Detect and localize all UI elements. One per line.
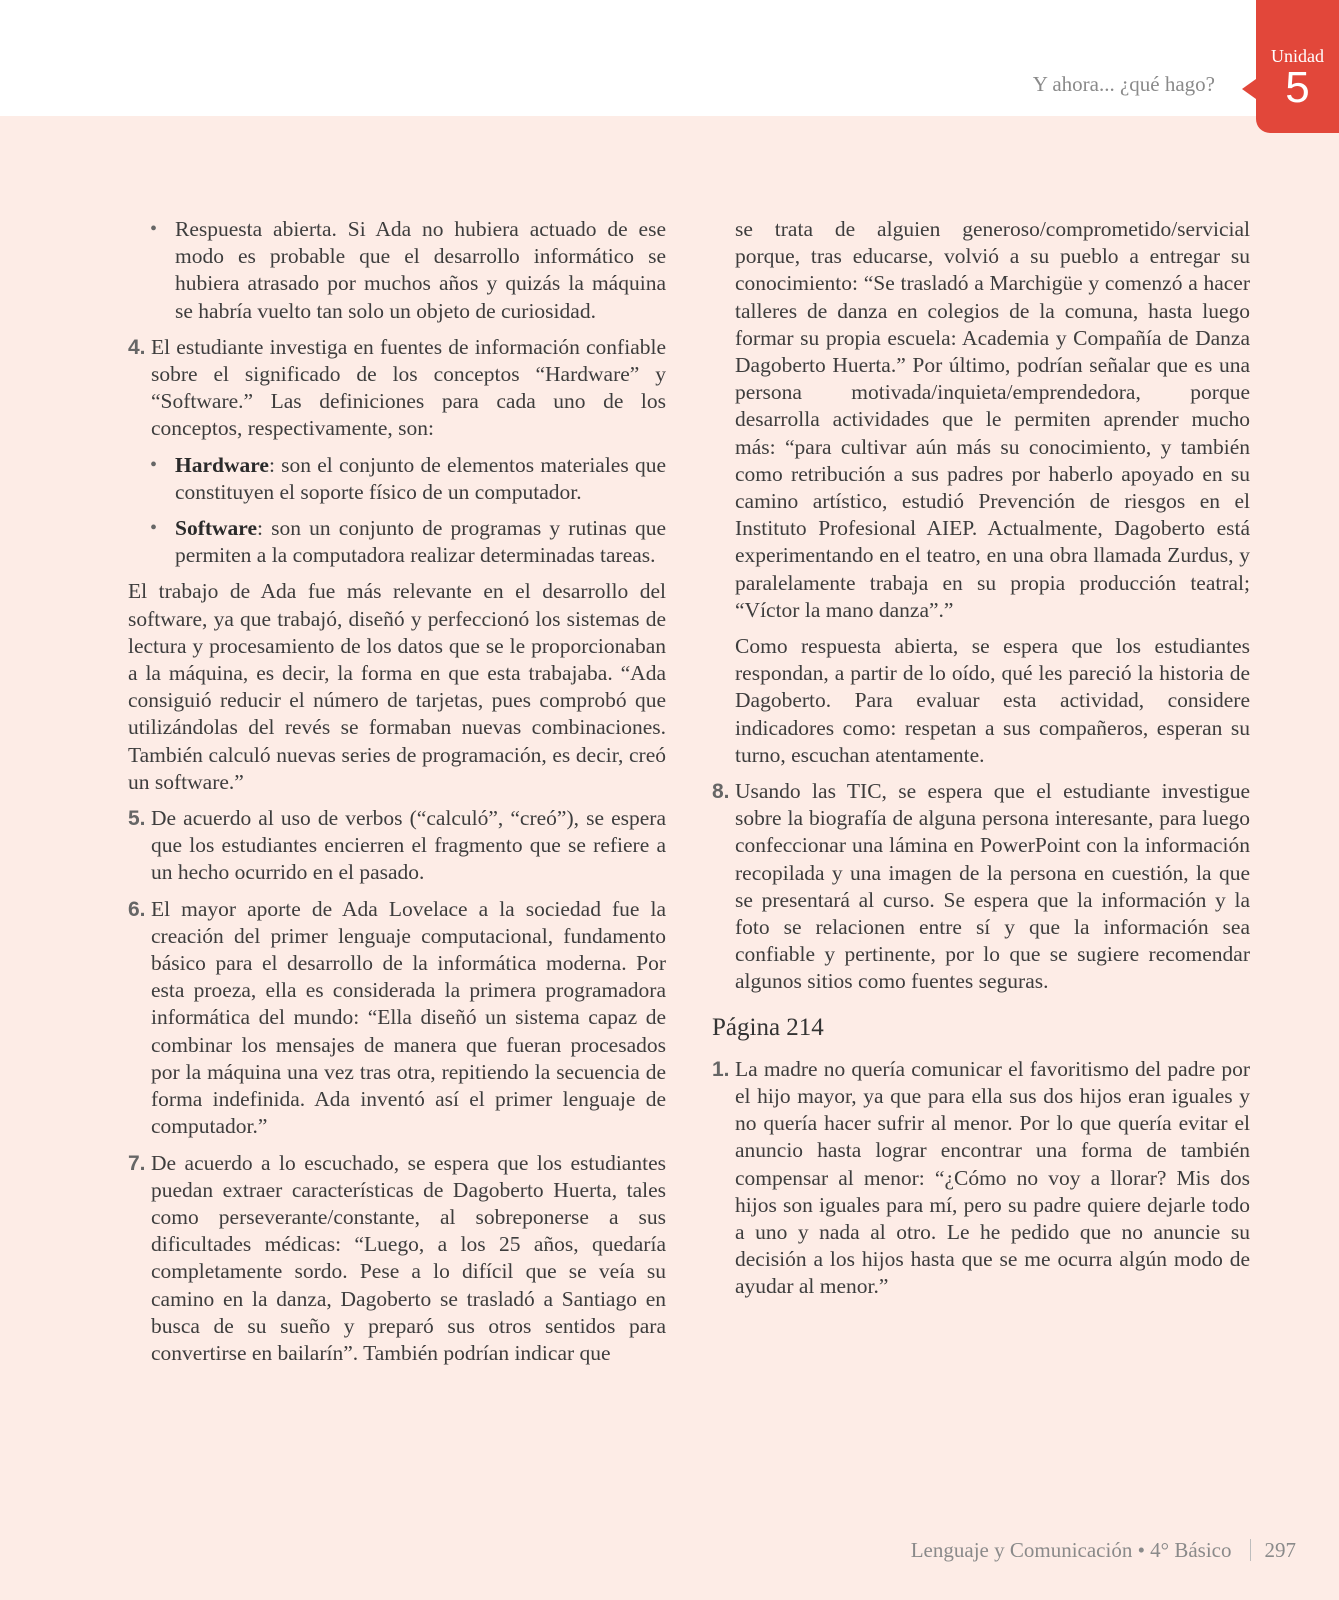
bullet-open-answer [128,216,666,325]
definition-hardware [175,452,666,506]
page-footer [911,1538,1296,1563]
item-number: 8. [712,780,730,804]
header-band [0,0,1339,116]
item-7-continuation: se trata de alguien generoso/comprometido/servicial porque, tras educarse, volvió a su pueblo a entregar su conocimiento: “Se trasladó a Marchigüe y comenzó a hacer talleres de danza en colegios de la comuna, hasta luego formar su propia escuela: Academia y Compañía de Danza Dagoberto Huerta.” Por último, podrían señalar que es una persona motivada/inquieta/emprendedora, porque desarrolla actividades que le permiten aprender mucho más: “para cultivar aún más su conocimiento, y también como retribución a sus padres por haberlo apoyado en su camino artístico, estudió Prevención de riesgos en el Instituto Profesional AIEP. Actualmente, Dagoberto está experimentando en el teatro, en una obra llamada Zurdus, y paralelamente trabaja en su propia producción teatral; “Víctor la mano danza”.” [735,217,1250,622]
item-number: 4. [128,335,146,359]
answer-item-6 [128,896,666,1141]
unit-number: 5 [1285,63,1310,112]
answer-item-1 [712,1056,1250,1301]
bullet-hardware [128,452,666,506]
definition-software [175,515,666,569]
item-number: 7. [128,1151,146,1175]
unit-label: Unidad [1271,46,1324,66]
item-number: 1. [712,1057,730,1081]
page-number: 297 [1264,1538,1296,1562]
item-7-open-answer: Como respuesta abierta, se espera que los estudiantes respondan, a partir de lo oído, qué les pareció la historia de Dagoberto. Para evaluar esta actividad, considere indicadores como: respetan a sus compañeros, esperan su turno, escuchan atentamente. [735,634,1250,767]
term-software: Software [175,516,258,541]
item-number: 5. [128,807,146,831]
definition-text: : son el conjunto de elementos materiales que constituyen el soporte físico de un computador. [175,452,666,504]
answer-item-4 [128,334,666,443]
bullet-icon: • [150,453,158,476]
bullet-icon: • [150,517,158,540]
item-text: Usando las TIC, se espera que el estudiante investigue sobre la biografía de alguna persona interesante, para luego confeccionar una lámina en PowerPoint con la información recopilada y una imagen de la persona en cuestión, la que se presentará al curso. Se espera que la información y la foto se relacionen entre sí y que la información sea confiable y pertinente, por lo que se sugiere recomendar algunos sitios como fuentes seguras. [735,779,1250,994]
answer-item-7 [128,1150,666,1368]
item-number: 6. [128,897,146,921]
bullet-text: Respuesta abierta. Si Ada no hubiera actuado de ese modo es probable que el desarrollo informático se hubiera atrasado por muchos años y quizás la máquina se habría vuelto tan solo un objeto de curiosidad. [175,217,666,323]
definition-text: : son un conjunto de programas y rutinas que permiten a la computadora realizar determinadas tareas. [175,516,666,568]
bullet-software [128,515,666,569]
item-text: De acuerdo a lo escuchado, se espera que los estudiantes puedan extraer características de Dagoberto Huerta, tales como perseverante/constante, al sobreponerse a sus dificultades médicas: “Luego, a los 25 años, quedaría completamente sordo. Pese a lo difícil que se veía su camino en la danza, Dagoberto se trasladó a Santiago en busca de su sueño y preparó sus otros sentidos para convertirse en bailarín”. También podrían indicar que [151,1150,666,1365]
answer-item-5 [128,805,666,887]
footer-divider [1250,1539,1251,1561]
book-title: Lenguaje y Comunicación • 4° Básico [910,1538,1232,1562]
chapter-title: Y ahora... ¿qué hago? [1032,72,1215,96]
section-title: Página 214 [712,1013,824,1041]
bullet-icon: • [150,218,158,240]
item-text: El estudiante investiga en fuentes de información confiable sobre el significado de los conceptos “Hardware” y “Software.” Las definiciones para cada uno de los conceptos, respectivamente, son: [151,334,666,441]
paragraph-ada: El trabajo de Ada fue más relevante en el desarrollo del software, ya que trabajó, diseñó y perfeccionó los sistemas de lectura y procesamiento de los datos que se le proporcionaban a la máquina, es decir, la forma en que esta trabajaba. “Ada consiguió reducir el número de tarjetas, pues comprobó que utilizándolas del revés se formaban nuevas combinaciones. También calculó nuevas series de programación, es decir, creó un software.” [128,579,666,794]
item-text: La madre no quería comunicar el favoritismo del padre por el hijo mayor, ya que para ella sus dos hijos eran iguales y no quería hacer sufrir al menor. Por lo que quería evitar el anuncio hasta lograr encontrar una forma de también compensar al menor: “¿Cómo no voy a llorar? Mis dos hijos son iguales para mí, pero su padre quiere dejarle todo a uno y nada al otro. Le he pedido que no anuncie su decisión a los hijos hasta que se me ocurra algún modo de ayudar al menor.” [735,1056,1250,1299]
answer-item-8 [712,778,1250,996]
term-hardware: Hardware [175,452,269,477]
item-text: De acuerdo al uso de verbos (“calculó”, “creó”), se espera que los estudiantes encierren el fragmento que se refiere a un hecho ocurrido en el pasado. [151,806,666,885]
right-column [712,216,1250,1310]
item-text: El mayor aporte de Ada Lovelace a la sociedad fue la creación del primer lenguaje computacional, fundamento básico para el desarrollo de la informática moderna. Por esta proeza, ella es considerada la primera programadora informática del mundo: “Ella diseñó un sistema capaz de combinar los mensajes de manera que fueran procesados por la máquina una vez tras otra, repitiendo la secuencia de forma indefinida. Ada inventó así el primer lenguaje de computador.” [151,896,666,1139]
left-column [128,216,666,1376]
chapter-pointer-icon [1242,79,1256,99]
unit-tab [1256,0,1339,133]
